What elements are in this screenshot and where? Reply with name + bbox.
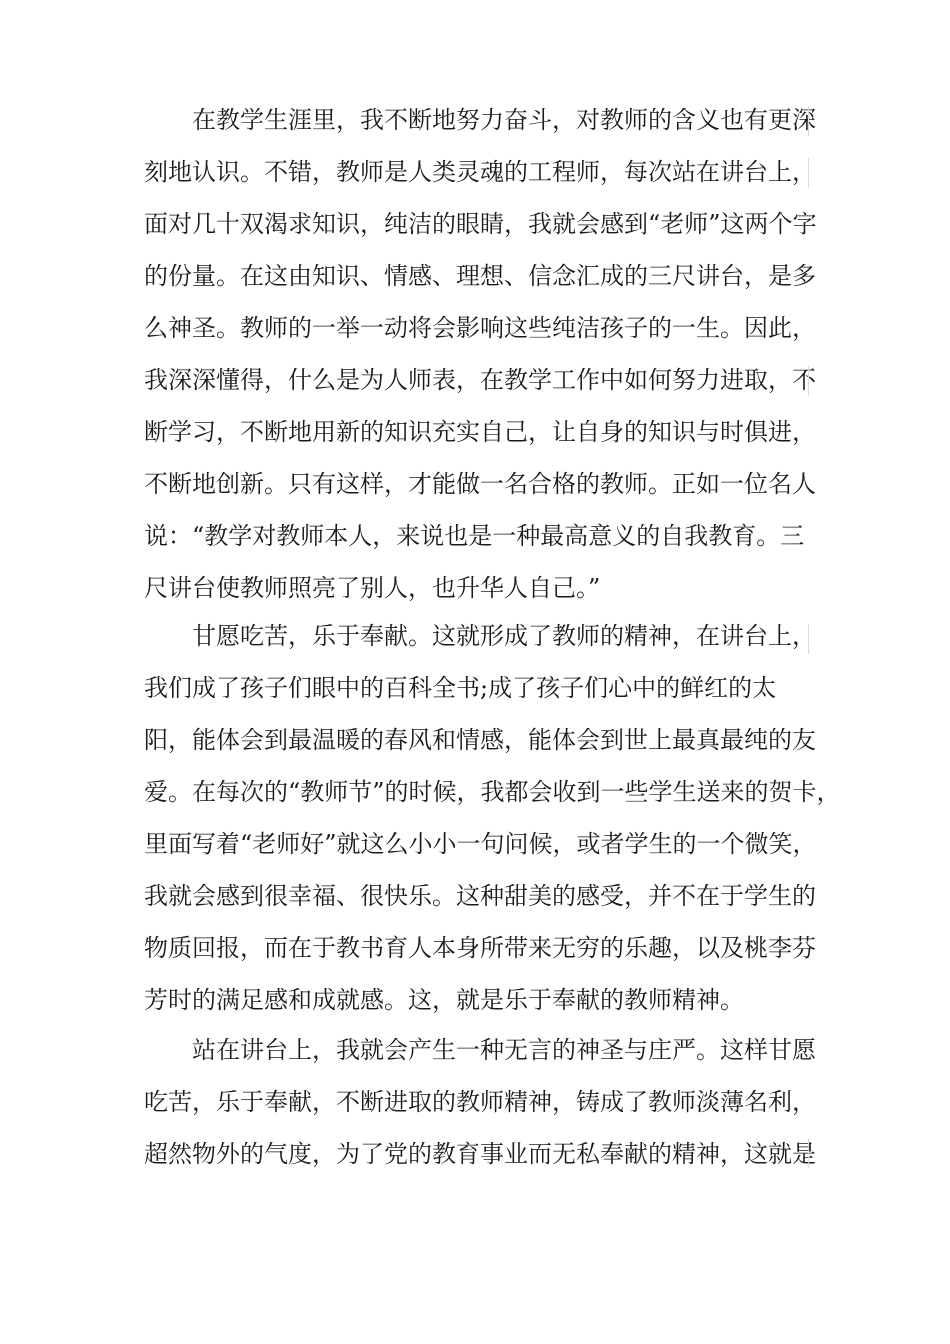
paragraph-line: 不断地创新。只有这样，才能做一名合格的教师。正如一位名人 — [144, 470, 816, 498]
paragraph-line: 甘愿吃苦，乐于奉献。这就形成了教师的精神，在讲台上， — [192, 622, 816, 650]
paragraph-line: 的份量。在这由知识、情感、理想、信念汇成的三尺讲台，是多 — [144, 262, 816, 290]
paragraph-2 — [144, 610, 841, 1026]
paragraph-line: 里面写着“老师好”就这么小小一句问候，或者学生的一个微笑， — [144, 830, 817, 858]
paragraph-line: 我就会感到很幸福、很快乐。这种甜美的感受，并不在于学生的 — [144, 882, 816, 910]
paragraph-line: 我们成了孩子们眼中的百科全书;成了孩子们心中的鲜红的太 — [144, 674, 777, 702]
paragraph-line: 在教学生涯里，我不断地努力奋斗，对教师的含义也有更深 — [192, 106, 816, 134]
paragraph-line: 物质回报，而在于教书育人本身所带来无穷的乐趣，以及桃李芬 — [144, 934, 816, 962]
text-guide-mark — [808, 158, 809, 188]
paragraph-line: 面对几十双渴求知识，纯洁的眼睛，我就会感到“老师”这两个字 — [144, 210, 817, 238]
text-guide-mark — [808, 1138, 809, 1168]
paragraph-line: 超然物外的气度，为了党的教育事业而无私奉献的精神，这就是 — [144, 1140, 816, 1168]
paragraph-line: 阳，能体会到最温暖的春风和情感，能体会到世上最真最纯的友 — [144, 726, 816, 754]
paragraph-3 — [144, 1024, 816, 1180]
paragraph-line: 爱。在每次的“教师节”的时候，我都会收到一些学生送来的贺卡， — [144, 778, 841, 806]
text-guide-mark — [808, 106, 809, 136]
paragraph-line: 尺讲台使教师照亮了别人，也升华人自己。” — [144, 574, 601, 602]
paragraph-line: 芳时的满足感和成就感。这，就是乐于奉献的教师精神。 — [144, 986, 744, 1014]
paragraph-1 — [144, 94, 817, 614]
paragraph-line: 我深深懂得，什么是为人师表，在教学工作中如何努力进取，不 — [144, 366, 816, 394]
paragraph-line: 么神圣。教师的一举一动将会影响这些纯洁孩子的一生。因此， — [144, 314, 816, 342]
text-guide-mark — [808, 366, 809, 396]
text-guide-mark — [808, 624, 809, 654]
paragraph-line: 站在讲台上，我就会产生一种无言的神圣与庄严。这样甘愿 — [192, 1036, 816, 1064]
paragraph-line: 说：“教学对教师本人，来说也是一种最高意义的自我教育。三 — [144, 522, 805, 550]
paragraph-line: 吃苦，乐于奉献，不断进取的教师精神，铸成了教师淡薄名利， — [144, 1088, 816, 1116]
paragraph-line: 刻地认识。不错，教师是人类灵魂的工程师，每次站在讲台上， — [144, 158, 816, 186]
paragraph-line: 断学习，不断地用新的知识充实自己，让自身的知识与时俱进， — [144, 418, 816, 446]
